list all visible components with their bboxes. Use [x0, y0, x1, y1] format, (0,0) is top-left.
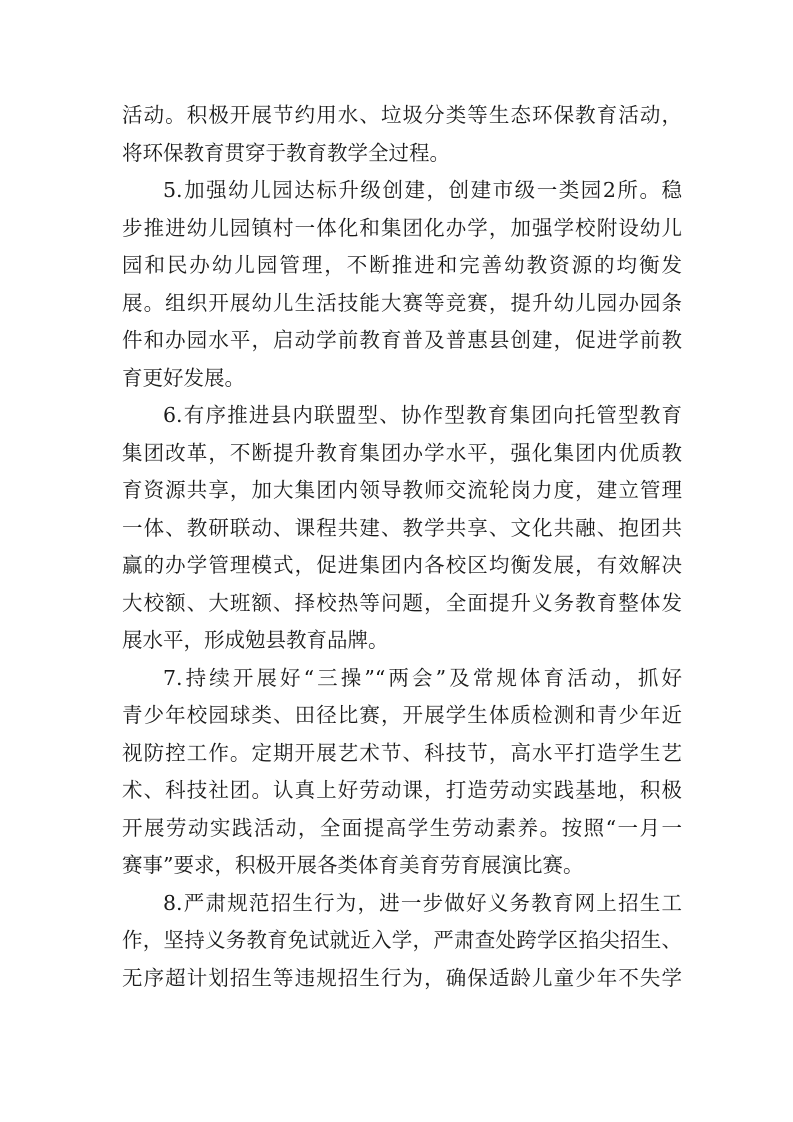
text-line: 无序超计划招生等违规招生行为，确保适龄儿童少年不失学 [122, 965, 682, 990]
text-line: 赢的办学管理模式，促进集团内各校区均衡发展，有效解决 [122, 553, 682, 577]
text-line: 8.严肃规范招生行为，进一步做好义务教育网上招生工 [163, 890, 682, 915]
text-line: 5.加强幼儿园达标升级创建，创建市级一类园2所。稳 [163, 178, 682, 202]
text-line: 集团改革，不断提升教育集团办学水平，强化集团内优质教 [122, 440, 682, 465]
paragraph-item-7 [122, 660, 682, 885]
text-line: 术、科技社团。认真上好劳动课，打造劳动实践基地，积极 [122, 778, 682, 802]
paragraph-item-6 [122, 397, 682, 660]
paragraph-item-8 [122, 885, 682, 998]
paragraph-continued [122, 97, 682, 172]
text-line: 步推进幼儿园镇村一体化和集团化办学，加强学校附设幼儿 [122, 215, 682, 240]
text-line: 园和民办幼儿园管理，不断推进和完善幼教资源的均衡发 [122, 253, 682, 277]
text-line: 7.持续开展好“三操”“两会”及常规体育活动，抓好 [163, 665, 682, 690]
text-line: 视防控工作。定期开展艺术节、科技节，高水平打造学生艺 [122, 740, 682, 765]
text-line: 6.有序推进县内联盟型、协作型教育集团向托管型教育 [163, 403, 682, 427]
text-line: 育资源共享，加大集团内领导教师交流轮岗力度，建立管理 [122, 478, 682, 502]
text-line: 育更好发展。 [122, 365, 245, 390]
text-line: 青少年校园球类、田径比赛，开展学生体质检测和青少年近 [122, 703, 682, 727]
paragraph-item-5 [122, 172, 682, 397]
text-line: 赛事”要求，积极开展各类体育美育劳育展演比赛。 [122, 853, 584, 877]
text-line: 大校额、大班额、择校热等问题，全面提升义务教育整体发 [122, 590, 682, 615]
text-line: 作，坚持义务教育免试就近入学，严肃查处跨学区掐尖招生、 [122, 928, 682, 952]
text-line: 开展劳动实践活动，全面提高学生劳动素养。按照“一月一 [122, 815, 682, 840]
document-body [122, 97, 682, 997]
text-line: 展水平，形成勉县教育品牌。 [122, 628, 389, 652]
text-line: 活动。积极开展节约用水、垃圾分类等生态环保教育活动， [122, 103, 682, 127]
text-line: 将环保教育贯穿于教育教学全过程。 [122, 140, 450, 165]
text-line: 件和办园水平，启动学前教育普及普惠县创建，促进学前教 [122, 328, 682, 352]
text-line: 一体、教研联动、课程共建、教学共享、文化共融、抱团共 [122, 515, 682, 540]
text-line: 展。组织开展幼儿生活技能大赛等竞赛，提升幼儿园办园条 [122, 290, 682, 315]
